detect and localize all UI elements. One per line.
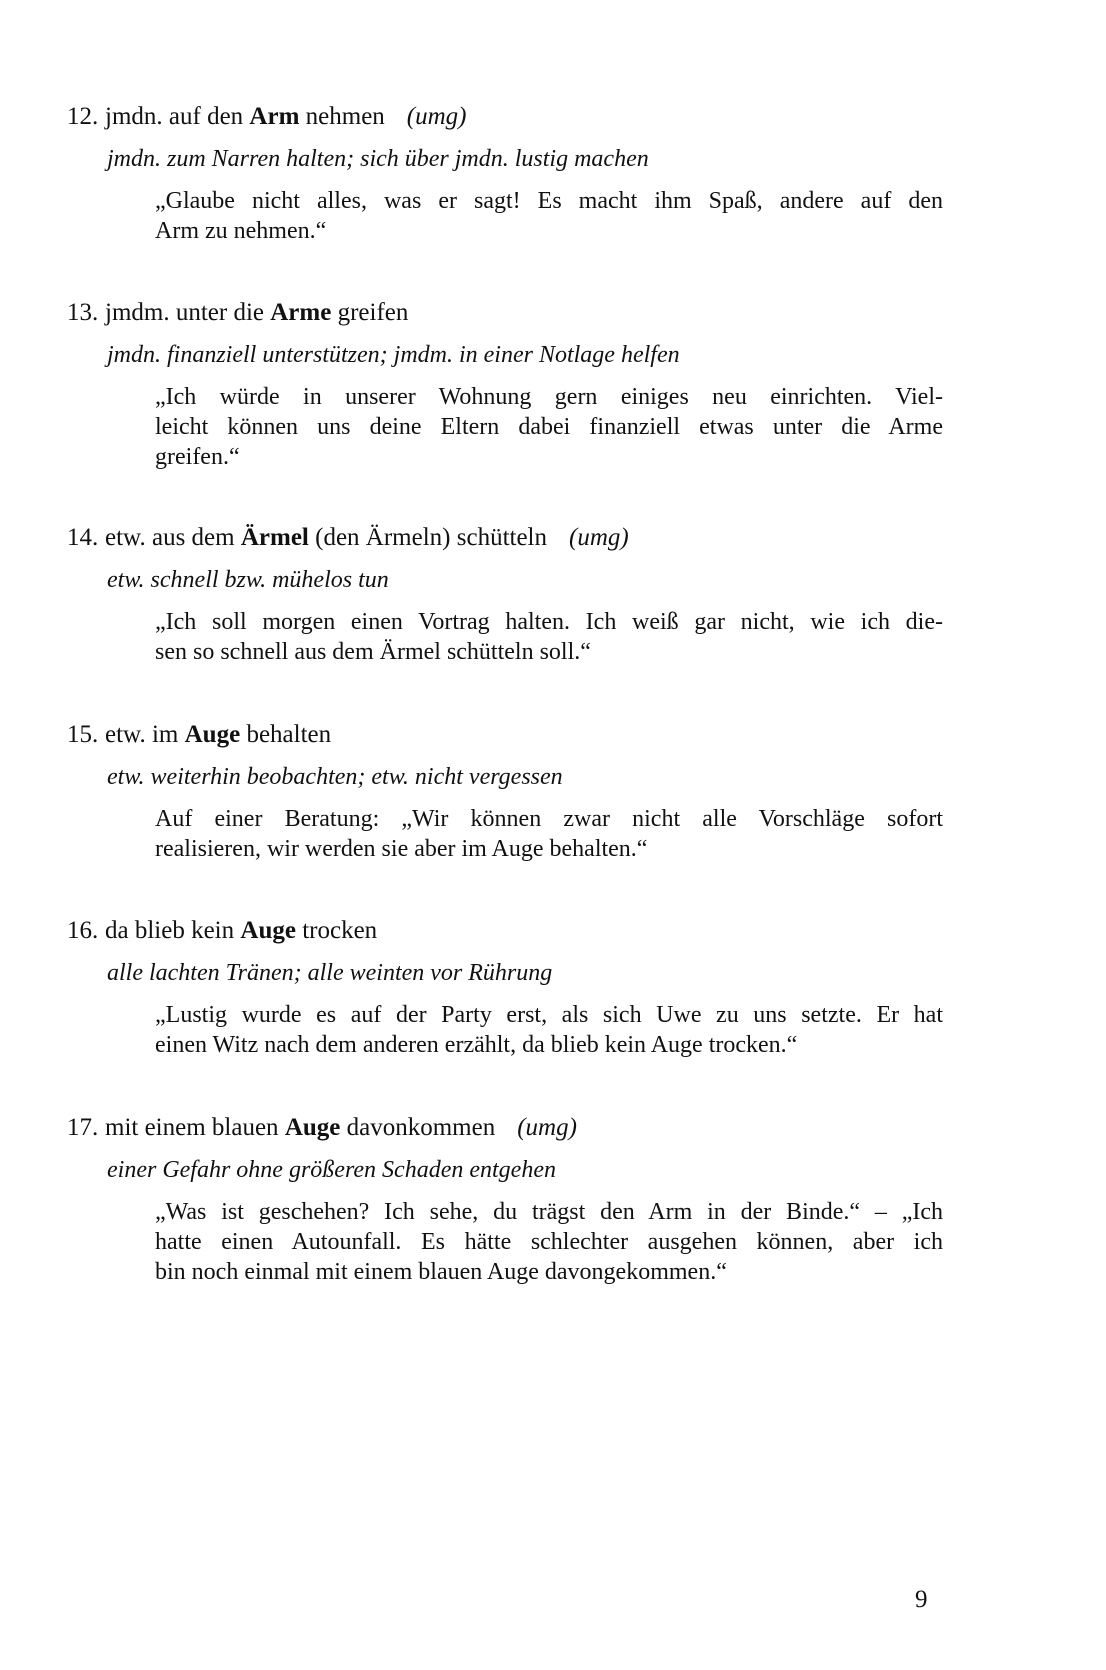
entry-13 bbox=[67, 298, 947, 472]
entry-headword bbox=[67, 1113, 947, 1143]
headword-after: trocken bbox=[302, 917, 378, 944]
example-line: leicht können uns deine Eltern dabei finanziell etwas unter die Arme bbox=[155, 414, 943, 440]
headword-after: davonkommen bbox=[346, 1114, 496, 1141]
headword-before: etw. aus dem bbox=[105, 524, 235, 551]
entry-meaning: jmdn. zum Narren halten; sich über jmdn. lustig machen bbox=[107, 146, 649, 172]
example-line: hatte einen Autounfall. Es hätte schlechter ausgehen können, aber ich bbox=[155, 1229, 943, 1255]
entry-17 bbox=[67, 1113, 947, 1287]
example-line: Auf einer Beratung: „Wir können zwar nicht alle Vorschläge sofort bbox=[155, 806, 943, 832]
entry-number: 12. bbox=[67, 103, 99, 130]
headword-after: (den Ärmeln) schütteln bbox=[315, 524, 547, 551]
example-line: realisieren, wir werden sie aber im Auge behalten.“ bbox=[155, 836, 648, 862]
entry-headword bbox=[67, 916, 947, 946]
entry-number: 15. bbox=[67, 721, 99, 748]
entry-meaning: etw. schnell bzw. mühelos tun bbox=[107, 567, 389, 593]
example-line: Arm zu nehmen.“ bbox=[155, 218, 327, 244]
headword-before: etw. im bbox=[105, 721, 179, 748]
entry-example bbox=[155, 804, 943, 864]
entry-meaning: einer Gefahr ohne größeren Schaden entgehen bbox=[107, 1157, 556, 1183]
entry-headword bbox=[67, 102, 947, 132]
example-line: greifen.“ bbox=[155, 444, 240, 470]
entry-headword bbox=[67, 720, 947, 750]
entry-number: 13. bbox=[67, 299, 99, 326]
usage-tag: (umg) bbox=[517, 1114, 577, 1141]
entry-example bbox=[155, 1000, 943, 1060]
example-line: einen Witz nach dem anderen erzählt, da blieb kein Auge trocken.“ bbox=[155, 1032, 798, 1058]
entry-example bbox=[155, 607, 943, 667]
headword-keyword: Arme bbox=[270, 299, 332, 326]
example-line: „Ich würde in unserer Wohnung gern einiges neu einrichten. Viel- bbox=[155, 384, 943, 410]
entry-16 bbox=[67, 916, 947, 1060]
example-line: „Ich soll morgen einen Vortrag halten. Ich weiß gar nicht, wie ich die- bbox=[155, 609, 943, 635]
headword-keyword: Ärmel bbox=[240, 524, 309, 551]
headword-keyword: Auge bbox=[284, 1114, 341, 1141]
entry-14 bbox=[67, 523, 947, 667]
headword-before: jmdn. auf den bbox=[105, 103, 244, 130]
headword-keyword: Auge bbox=[240, 917, 296, 944]
headword-keyword: Arm bbox=[249, 103, 300, 130]
headword-after: greifen bbox=[337, 299, 409, 326]
entry-meaning: etw. weiterhin beobachten; etw. nicht vergessen bbox=[107, 764, 563, 790]
entry-12 bbox=[67, 102, 947, 246]
headword-keyword: Auge bbox=[184, 721, 241, 748]
example-line: „Lustig wurde es auf der Party erst, als sich Uwe zu uns setzte. Er hat bbox=[155, 1002, 943, 1028]
entry-number: 16. bbox=[67, 917, 99, 944]
headword-after: behalten bbox=[246, 721, 332, 748]
entry-meaning: jmdn. finanziell unterstützen; jmdm. in einer Notlage helfen bbox=[107, 342, 680, 368]
headword-after: nehmen bbox=[305, 103, 385, 130]
headword-before: jmdm. unter die bbox=[105, 299, 264, 326]
entry-example bbox=[155, 1197, 943, 1287]
usage-tag: (umg) bbox=[406, 103, 467, 130]
headword-before: mit einem blauen bbox=[105, 1114, 279, 1141]
entry-example bbox=[155, 382, 943, 472]
example-line: „Glaube nicht alles, was er sagt! Es macht ihm Spaß, andere auf den bbox=[155, 188, 943, 214]
entry-meaning: alle lachten Tränen; alle weinten vor Rührung bbox=[107, 960, 553, 986]
example-line: „Was ist geschehen? Ich sehe, du trägst den Arm in der Binde.“ – „Ich bbox=[155, 1199, 943, 1225]
entry-15 bbox=[67, 720, 947, 864]
headword-before: da blieb kein bbox=[105, 917, 235, 944]
example-line: bin noch einmal mit einem blauen Auge davongekommen.“ bbox=[155, 1259, 727, 1285]
example-line: sen so schnell aus dem Ärmel schütteln soll.“ bbox=[155, 639, 591, 665]
entry-headword bbox=[67, 523, 947, 553]
usage-tag: (umg) bbox=[569, 524, 629, 551]
entry-number: 14. bbox=[67, 524, 99, 551]
page-number: 9 bbox=[915, 1586, 928, 1613]
entry-headword bbox=[67, 298, 947, 328]
entry-number: 17. bbox=[67, 1114, 99, 1141]
entry-example bbox=[155, 186, 943, 246]
